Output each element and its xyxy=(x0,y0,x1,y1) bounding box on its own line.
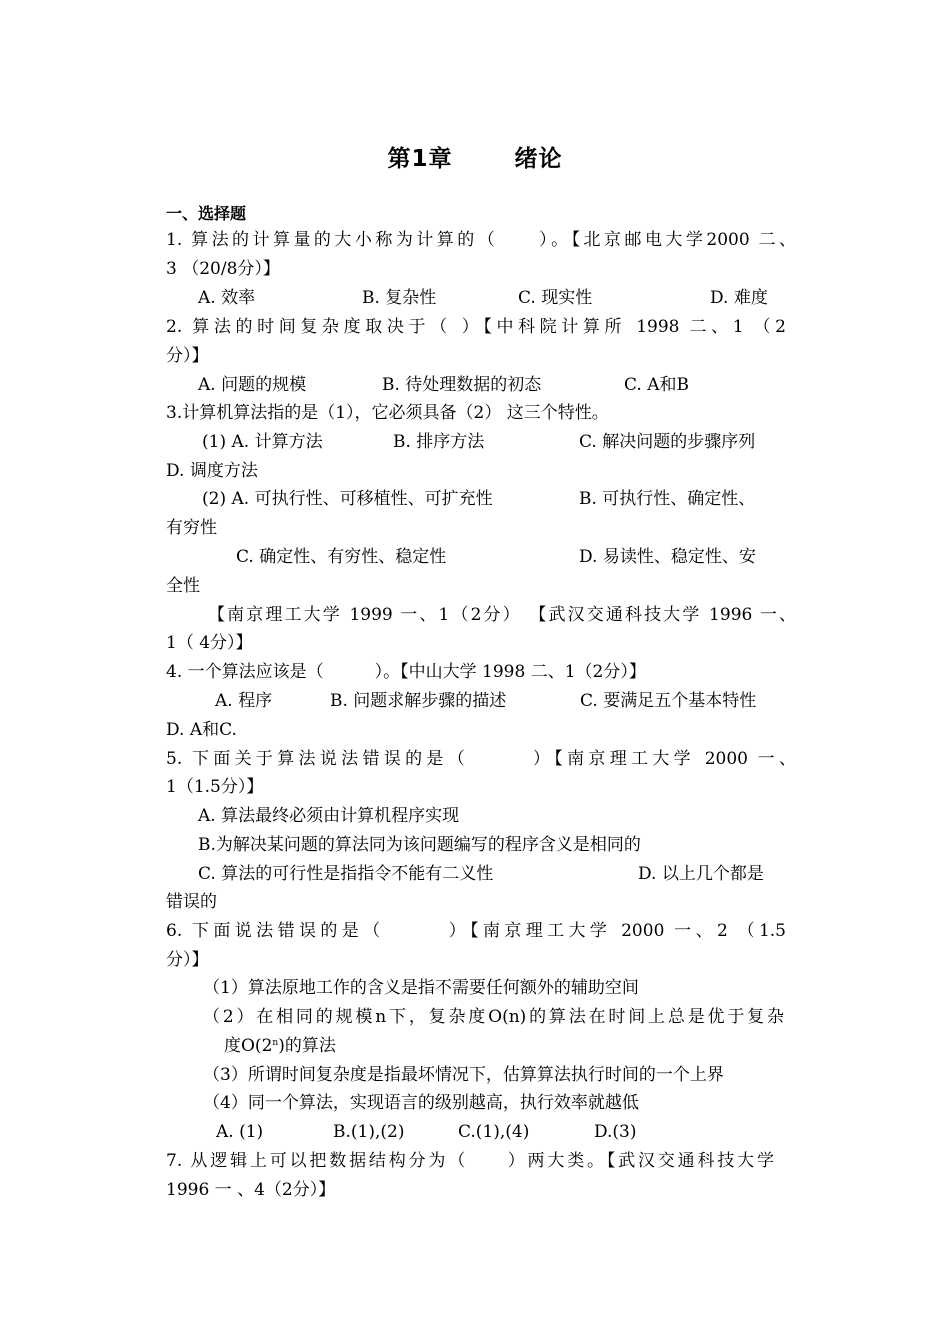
question-5-line-1: 5. 下面关于算法说法错误的是（ ）【南京理工大学 2000 一、 xyxy=(166,749,796,769)
text-part: )的算法 xyxy=(278,1036,336,1056)
question-6-line-1: 6. 下面说法错误的是（ ）【南京理工大学 2000 一、2 （1.5 xyxy=(166,921,786,941)
option: C. 算法的可行性是指指令不能有二义性 xyxy=(198,864,494,884)
question-1-line-2: 3 （20/8分）】 xyxy=(166,259,280,279)
option: (2) A. 可执行性、可移植性、可扩充性 xyxy=(202,489,493,509)
question-4-line-1: 4. 一个算法应该是（ ）。【中山大学 1998 二、1（2分）】 xyxy=(166,662,646,682)
question-6-statement-2-cont xyxy=(224,1036,336,1056)
option: D.(3) xyxy=(594,1122,637,1142)
question-3-source-1: 【南京理工大学 1999 一、1（2分） 【武汉交通科技大学 1996 一、 xyxy=(208,605,796,625)
option: A. 程序 xyxy=(215,691,273,711)
question-7-line-2: 1996 一 、4（2分）】 xyxy=(166,1180,336,1200)
question-3-sub-3-cont: 全性 xyxy=(166,576,200,596)
option: B.(1),(2) xyxy=(333,1122,405,1142)
option: B. 待处理数据的初态 xyxy=(382,375,542,395)
chapter-name: 绪论 xyxy=(514,146,563,172)
question-4-options xyxy=(0,691,950,711)
option: C. 确定性、有穷性、稳定性 xyxy=(236,547,447,567)
superscript: n xyxy=(272,1038,279,1048)
option: B. 复杂性 xyxy=(362,288,437,308)
question-6-options xyxy=(0,1122,950,1142)
option: C. 要满足五个基本特性 xyxy=(580,691,757,711)
option: B. 排序方法 xyxy=(393,432,485,452)
chapter-number: 第1章 xyxy=(387,146,453,172)
question-1-options xyxy=(0,288,950,308)
question-1-line-1: 1. 算法的计算量的大小称为计算的（ ）。【北京邮电大学2000 二、 xyxy=(166,230,796,250)
chapter-title xyxy=(0,140,950,173)
question-6-line-2: 分）】 xyxy=(166,950,209,970)
option: (1) A. 计算方法 xyxy=(202,432,323,452)
option: B. 问题求解步骤的描述 xyxy=(330,691,507,711)
section-heading: 一、选择题 xyxy=(166,204,247,223)
question-4-cont: D. A和C. xyxy=(166,720,237,740)
question-3-sub-2-cont: 有穷性 xyxy=(166,518,217,538)
question-3-sub-1 xyxy=(0,432,950,452)
text-part: 度O(2 xyxy=(224,1036,273,1056)
question-3-sub-1-cont: D. 调度方法 xyxy=(166,461,258,481)
option: A. 效率 xyxy=(198,288,256,308)
option: A. (1) xyxy=(216,1122,264,1142)
option: D. 以上几个都是 xyxy=(638,864,764,884)
question-3-sub-3 xyxy=(0,547,950,567)
question-7-line-1: 7. 从逻辑上可以把数据结构分为（ ）两大类。【武汉交通科技大学 xyxy=(166,1151,774,1171)
question-2-line-1: 2. 算法的时间复杂度取决于（ ）【中科院计算所 1998 二、1 （2 xyxy=(166,317,786,337)
option: D. 易读性、稳定性、安 xyxy=(579,547,756,567)
question-3-sub-2 xyxy=(0,489,950,509)
question-2-line-2: 分）】 xyxy=(166,346,209,366)
option: C. A和B xyxy=(624,375,689,395)
option: C.(1),(4) xyxy=(458,1122,530,1142)
question-6-statement-1: （1）算法原地工作的含义是指不需要任何额外的辅助空间 xyxy=(203,978,639,998)
option: A. 问题的规模 xyxy=(198,375,307,395)
question-5-line-2: 1（1.5分）】 xyxy=(166,777,264,797)
question-3-line-1: 3.计算机算法指的是（1），它必须具备（2） 这三个特性。 xyxy=(166,403,609,423)
question-6-statement-4: （4）同一个算法，实现语言的级别越高，执行效率就越低 xyxy=(203,1093,639,1113)
question-5-option-c-d xyxy=(0,864,950,884)
question-2-options xyxy=(0,375,950,395)
question-3-source-2: 1（ 4分）】 xyxy=(166,633,253,653)
question-6-statement-3: （3）所谓时间复杂度是指最坏情况下，估算算法执行时间的一个上界 xyxy=(203,1065,724,1085)
option: C. 现实性 xyxy=(518,288,593,308)
option: D. 难度 xyxy=(710,288,768,308)
option: B. 可执行性、确定性、 xyxy=(579,489,756,509)
option: C. 解决问题的步骤序列 xyxy=(579,432,756,452)
question-5-option-b: B.为解决某问题的算法同为该问题编写的程序含义是相同的 xyxy=(198,835,641,855)
question-6-statement-2: （2）在相同的规模n下，复杂度O(n)的算法在时间上总是优于复杂 xyxy=(203,1007,784,1027)
question-5-cont: 错误的 xyxy=(166,892,217,912)
question-5-option-a: A. 算法最终必须由计算机程序实现 xyxy=(198,806,460,826)
